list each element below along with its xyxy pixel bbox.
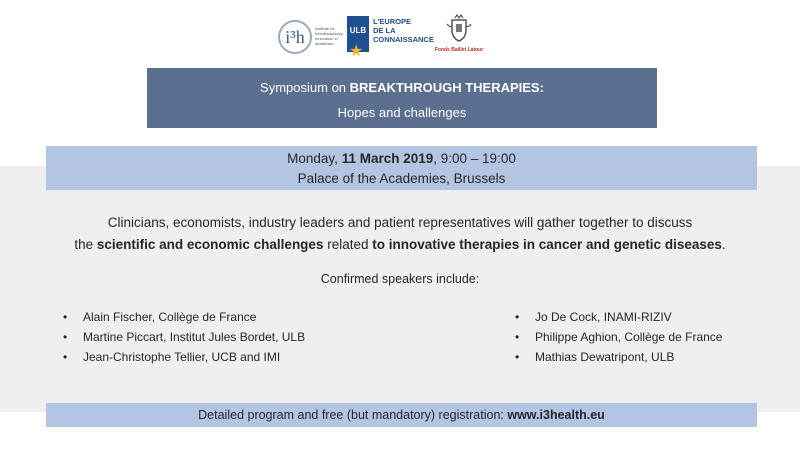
crest-icon <box>444 14 474 44</box>
intro-line2-pre: the <box>74 237 97 252</box>
event-info-banner <box>46 146 757 190</box>
symposium-subtitle: Hopes and challenges <box>337 105 467 120</box>
event-venue: Palace of the Academies, Brussels <box>297 171 506 186</box>
event-date <box>46 151 757 166</box>
speaker-item: • Mathias Dewatripont, ULB <box>515 347 722 367</box>
intro-line2-mid: related <box>323 237 373 252</box>
star-icon: ★ <box>349 43 364 60</box>
event-day: Monday, <box>287 151 342 166</box>
ulb-logo-text <box>373 17 434 44</box>
fonds-logo-caption: Fonds Baillet Latour <box>434 47 484 53</box>
intro-line1: Clinicians, economists, industry leaders and patient representatives will gather together to discuss <box>107 215 693 230</box>
symposium-title-banner <box>147 68 657 128</box>
logo-bar <box>0 14 800 60</box>
registration-link[interactable]: www.i3health.eu <box>507 408 605 422</box>
registration-text: Detailed program and free (but mandatory) registration: <box>198 408 508 422</box>
speaker-item: • Jo De Cock, INAMI-RIZIV <box>515 307 722 327</box>
ulb-logo-line3: CONNAISSANCE <box>373 35 434 44</box>
ulb-logo-line2: DE LA <box>373 26 396 35</box>
i3h-logo <box>278 14 346 60</box>
speaker-item: • Martine Piccart, Institut Jules Bordet, ULB <box>63 327 305 347</box>
intro-line2-end: . <box>721 237 726 252</box>
event-date-bold: 11 March 2019 <box>341 151 434 166</box>
intro-line2 <box>0 234 800 256</box>
speaker-item: • Jean-Christophe Tellier, UCB and IMI <box>63 347 305 367</box>
speakers-list-left <box>63 307 305 367</box>
speakers-list-right <box>515 307 722 367</box>
event-time: , 9:00 – 19:00 <box>433 151 516 166</box>
ulb-logo <box>347 14 434 60</box>
intro-text <box>0 212 800 256</box>
registration-footer <box>46 403 757 427</box>
i3h-logo-mark: i³h <box>278 20 312 54</box>
ulb-logo-box: ULB <box>347 16 369 52</box>
title-prefix: Symposium on <box>260 80 350 95</box>
symposium-title <box>147 80 657 95</box>
ulb-logo-line1: L'EUROPE <box>373 17 412 26</box>
content-panel <box>0 166 800 412</box>
intro-highlight-therapies: to innovative therapies in cancer and genetic diseases <box>372 237 722 252</box>
speaker-item: • Philippe Aghion, Collège de France <box>515 327 722 347</box>
speaker-item: • Alain Fischer, Collège de France <box>63 307 305 327</box>
intro-highlight-challenges: scientific and economic challenges <box>96 237 324 252</box>
confirmed-speakers-label: Confirmed speakers include: <box>320 272 480 286</box>
title-bold: BREAKTHROUGH THERAPIES: <box>349 80 544 95</box>
fonds-baillet-latour-logo <box>434 14 484 60</box>
i3h-logo-caption: Institute for Interdisciplinary Innovation in healthcare <box>315 26 343 46</box>
